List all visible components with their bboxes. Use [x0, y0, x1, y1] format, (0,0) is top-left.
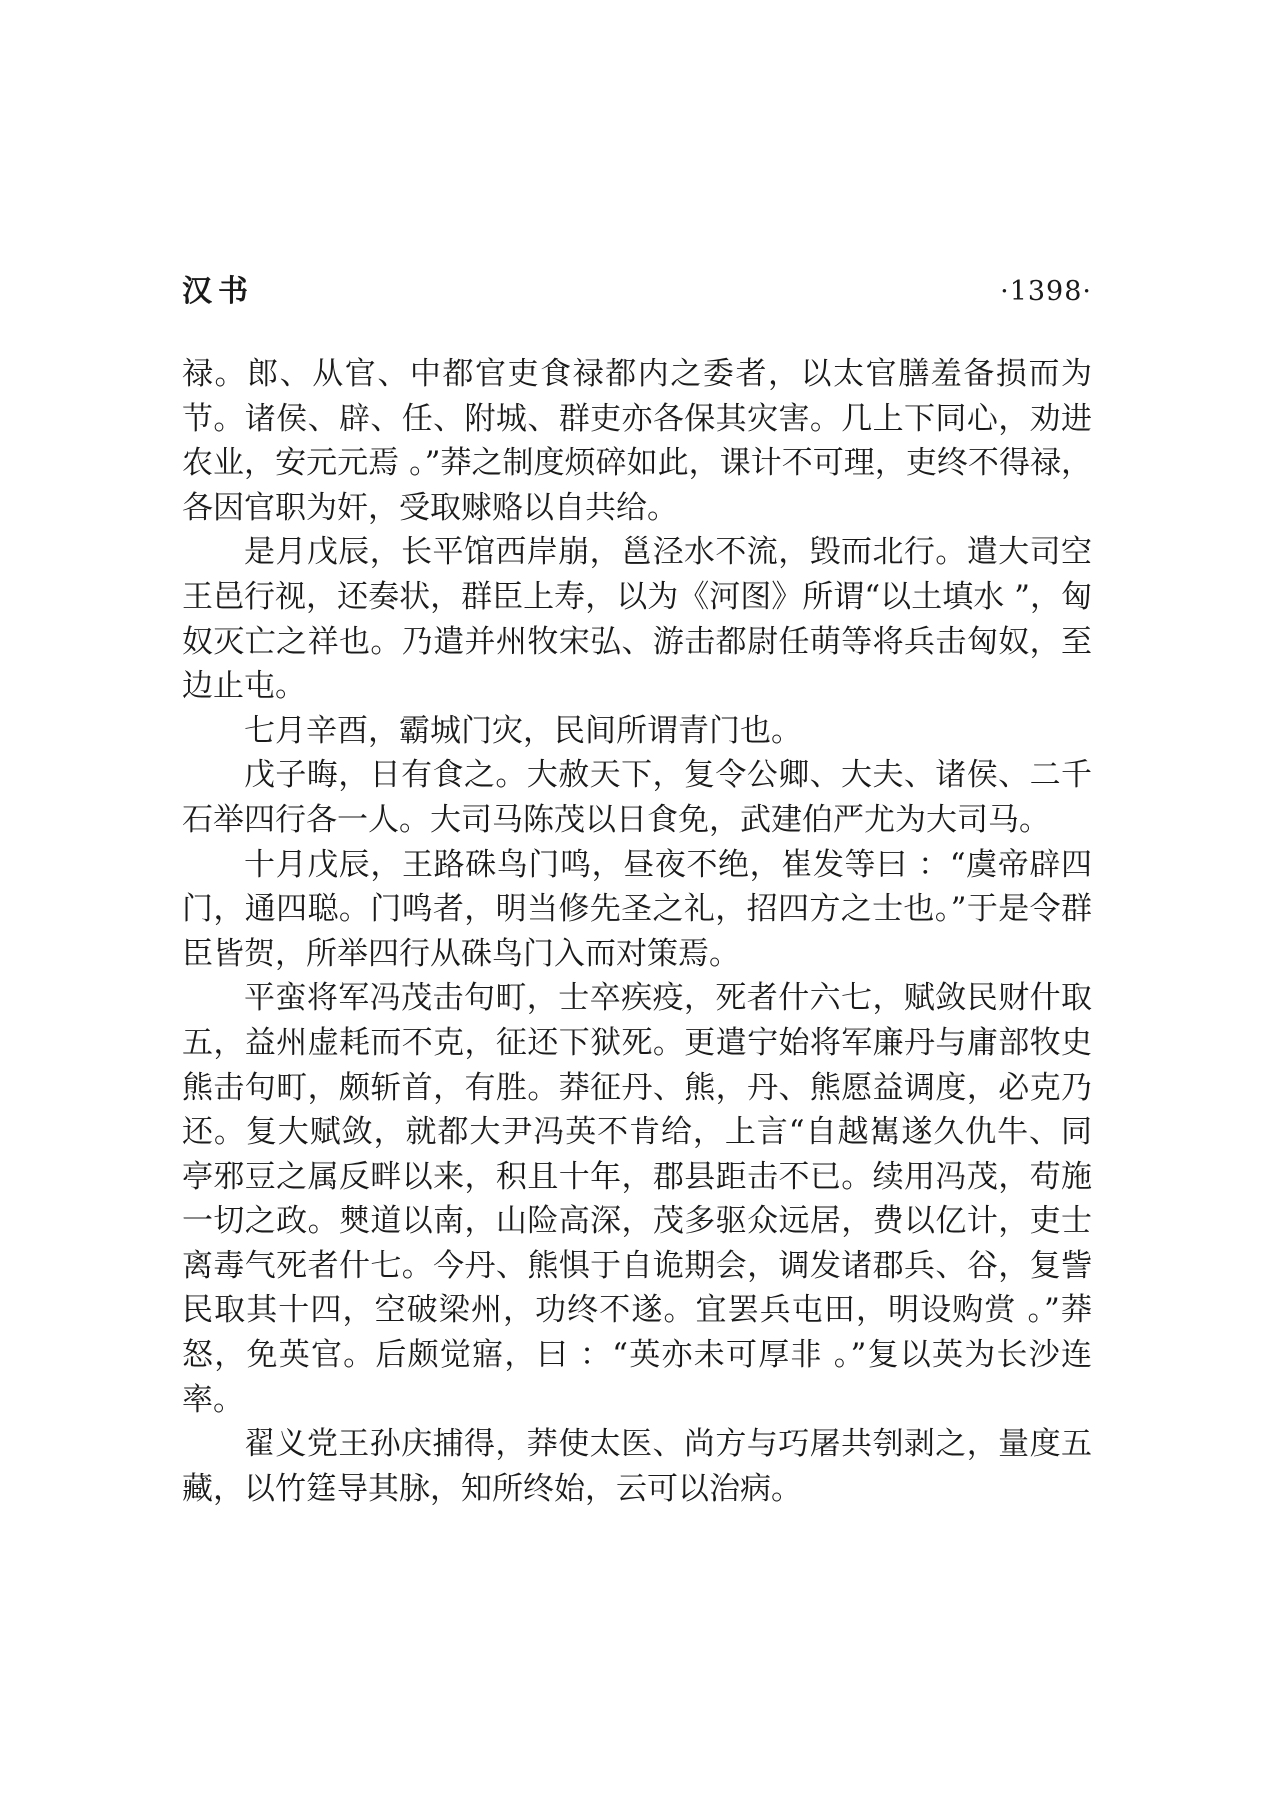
book-title: 汉书 — [182, 274, 254, 309]
paragraph-continued: 禄。郎、从官、中都官吏食禄都内之委者，以太官膳羞备损而为节。诸侯、辟、任、附城、群吏亦各保其灾害。几上下同心，劝进农业，安元元焉 。”莽之制度烦碎如此，课计不可理，吏终不得禄，各因官职为奸，受取赇赂以自共给。 — [182, 356, 1092, 526]
paragraph: 是月戊辰，长平馆西岸崩，邕泾水不流，毁而北行。遣大司空王邑行视，还奏状，群臣上寿，以为《河图》所谓“以土填水 ”，匈奴灭亡之祥也。乃遣并州牧宋弘、游击都尉任萌等将兵击匈奴，至边止屯。 — [182, 534, 1092, 705]
paragraph: 翟义党王孙庆捕得，莽使太医、尚方与巧屠共刳剥之，量度五藏，以竹筳导其脉，知所终始，云可以治病。 — [182, 1426, 1092, 1507]
paragraph: 七月辛酉，霸城门灾，民间所谓青门也。 — [244, 712, 802, 749]
body-text — [182, 352, 1092, 1511]
running-header — [182, 268, 1092, 316]
paragraph: 戊子晦，日有食之。大赦天下，复令公卿、大夫、诸侯、二千石举四行各一人。大司马陈茂以日食免，武建伯严尤为大司马。 — [182, 757, 1092, 838]
paragraph: 平蛮将军冯茂击句町，士卒疾疫，死者什六七，赋敛民财什取五，益州虚耗而不克，征还下狱死。更遣宁始将军廉丹与庸部牧史熊击句町，颇斩首，有胜。莽征丹、熊，丹、熊愿益调度，必克乃还。复大赋敛，就都大尹冯英不肯给，上言“自越嶲遂久仇牛、同亭邪豆之属反畔以来，积且十年，郡县距击不已。续用冯茂，苟施一切之政。僰道以南，山险高深，茂多驱众远居，费以亿计，吏士离毒气死者什七。今丹、熊惧于自诡期会，调发诸郡兵、谷，复訾民取其十四，空破梁州，功终不遂。宜罢兵屯田，明设购赏 。”莽怒，免英官。后颇觉寤，曰 ：“英亦未可厚非 。”复以英为长沙连率。 — [182, 980, 1092, 1418]
page-number: ·1398· — [1000, 276, 1092, 307]
paragraph: 十月戊辰，王路硃鸟门鸣，昼夜不绝，崔发等曰 ：“虞帝辟四门，通四聪。门鸣者，明当修先圣之礼，招四方之士也。”于是令群臣皆贺，所举四行从硃鸟门入而对策焉。 — [182, 846, 1092, 972]
